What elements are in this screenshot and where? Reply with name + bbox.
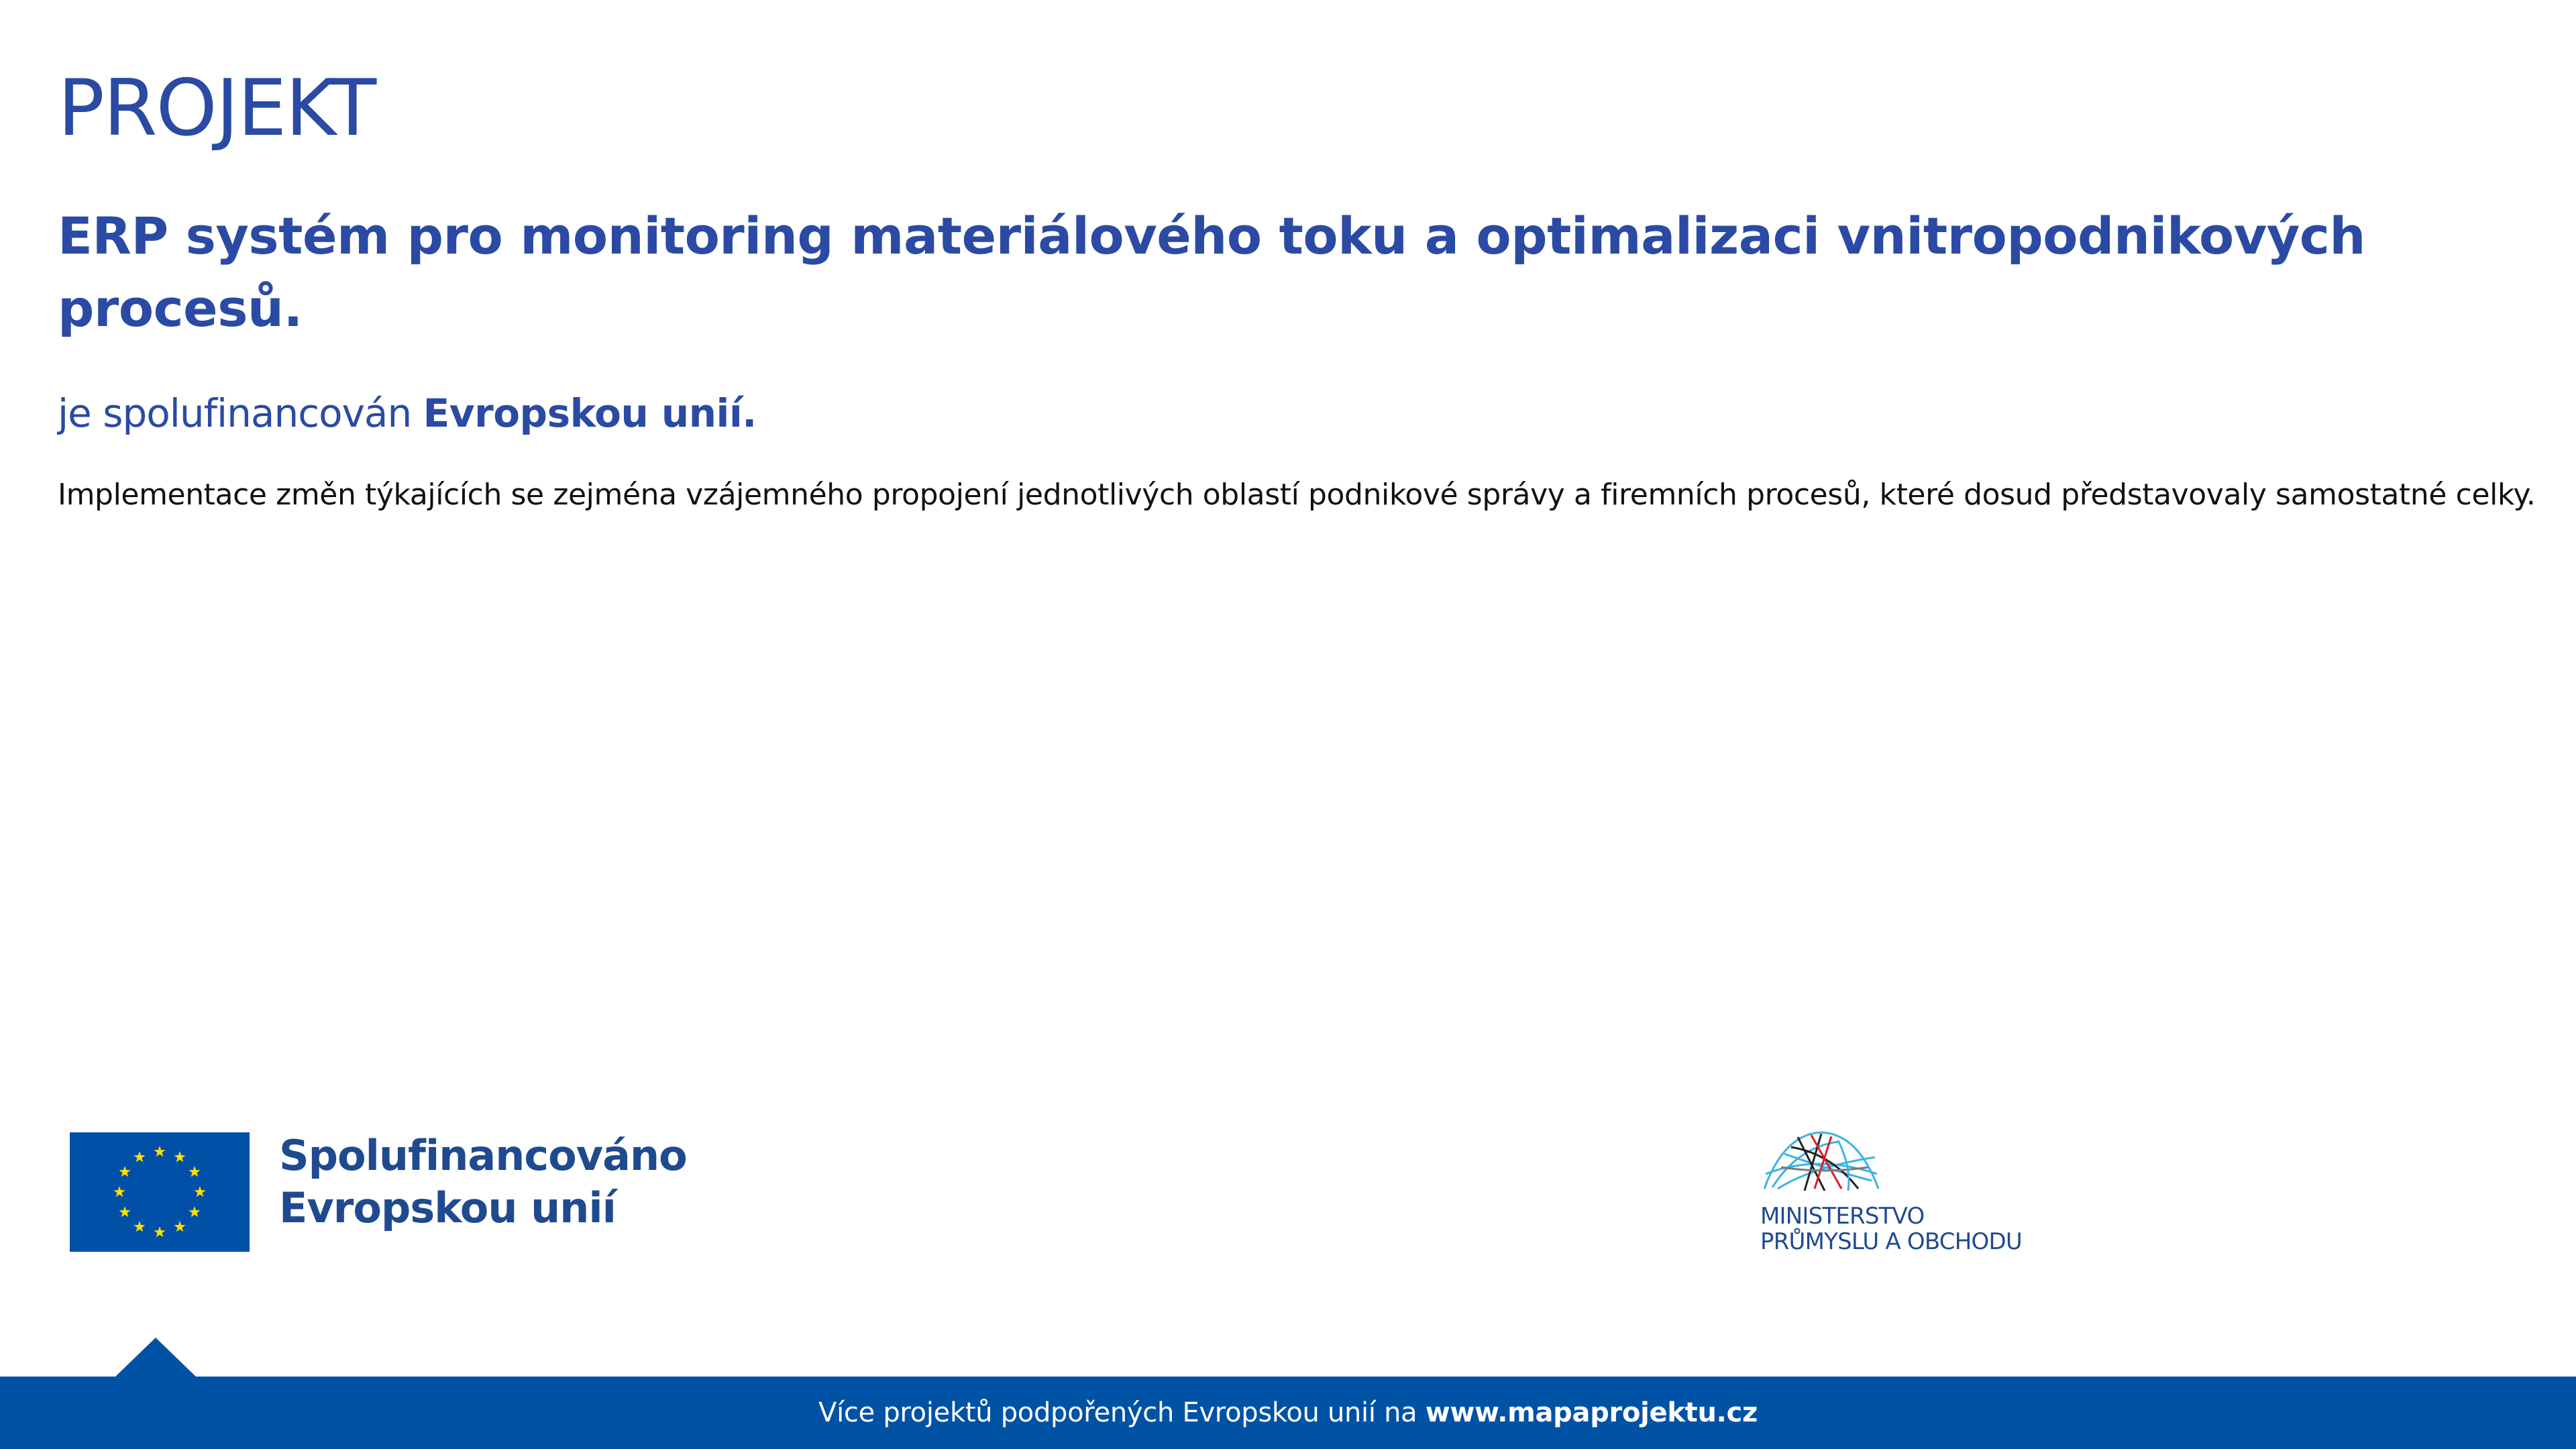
footer-tab-marker [115,1338,196,1377]
project-title: ERP systém pro monitoring materiálového toku a optimalizaci vnitropodnikových procesů. [58,206,2365,338]
footer-caption: Více projektů podpořených Evropskou unií na [818,1397,1417,1428]
footer-link[interactable]: www.mapaprojektu.cz [1425,1397,1758,1428]
eu-flag-icon [70,1132,250,1252]
ministry-line1: MINISTERSTVO [1760,1203,1925,1230]
eu-label-line2: Evropskou unií [279,1183,616,1232]
cofinancing-statement [58,386,757,440]
ministry-name [1760,1203,2022,1254]
cofinancing-emphasis: Evropskou unií. [423,390,757,436]
project-description: Implementace změn týkajících se zejména vzájemného propojení jednotlivých oblastí podnikové správy a firemních procesů, které dosud představovaly samostatné celky. [58,478,2536,512]
project-kicker: PROJEKT [58,63,376,154]
footer-text [818,1397,1758,1428]
ministry-globe-logo-icon [1758,1127,1885,1201]
ministry-line2: PRŮMYSLU A OBCHODU [1760,1228,2022,1255]
eu-cofinanced-label [279,1130,687,1234]
cofinancing-prefix: je spolufinancován [58,390,412,436]
footer-bar [0,1377,2576,1449]
eu-label-line1: Spolufinancováno [279,1131,687,1180]
